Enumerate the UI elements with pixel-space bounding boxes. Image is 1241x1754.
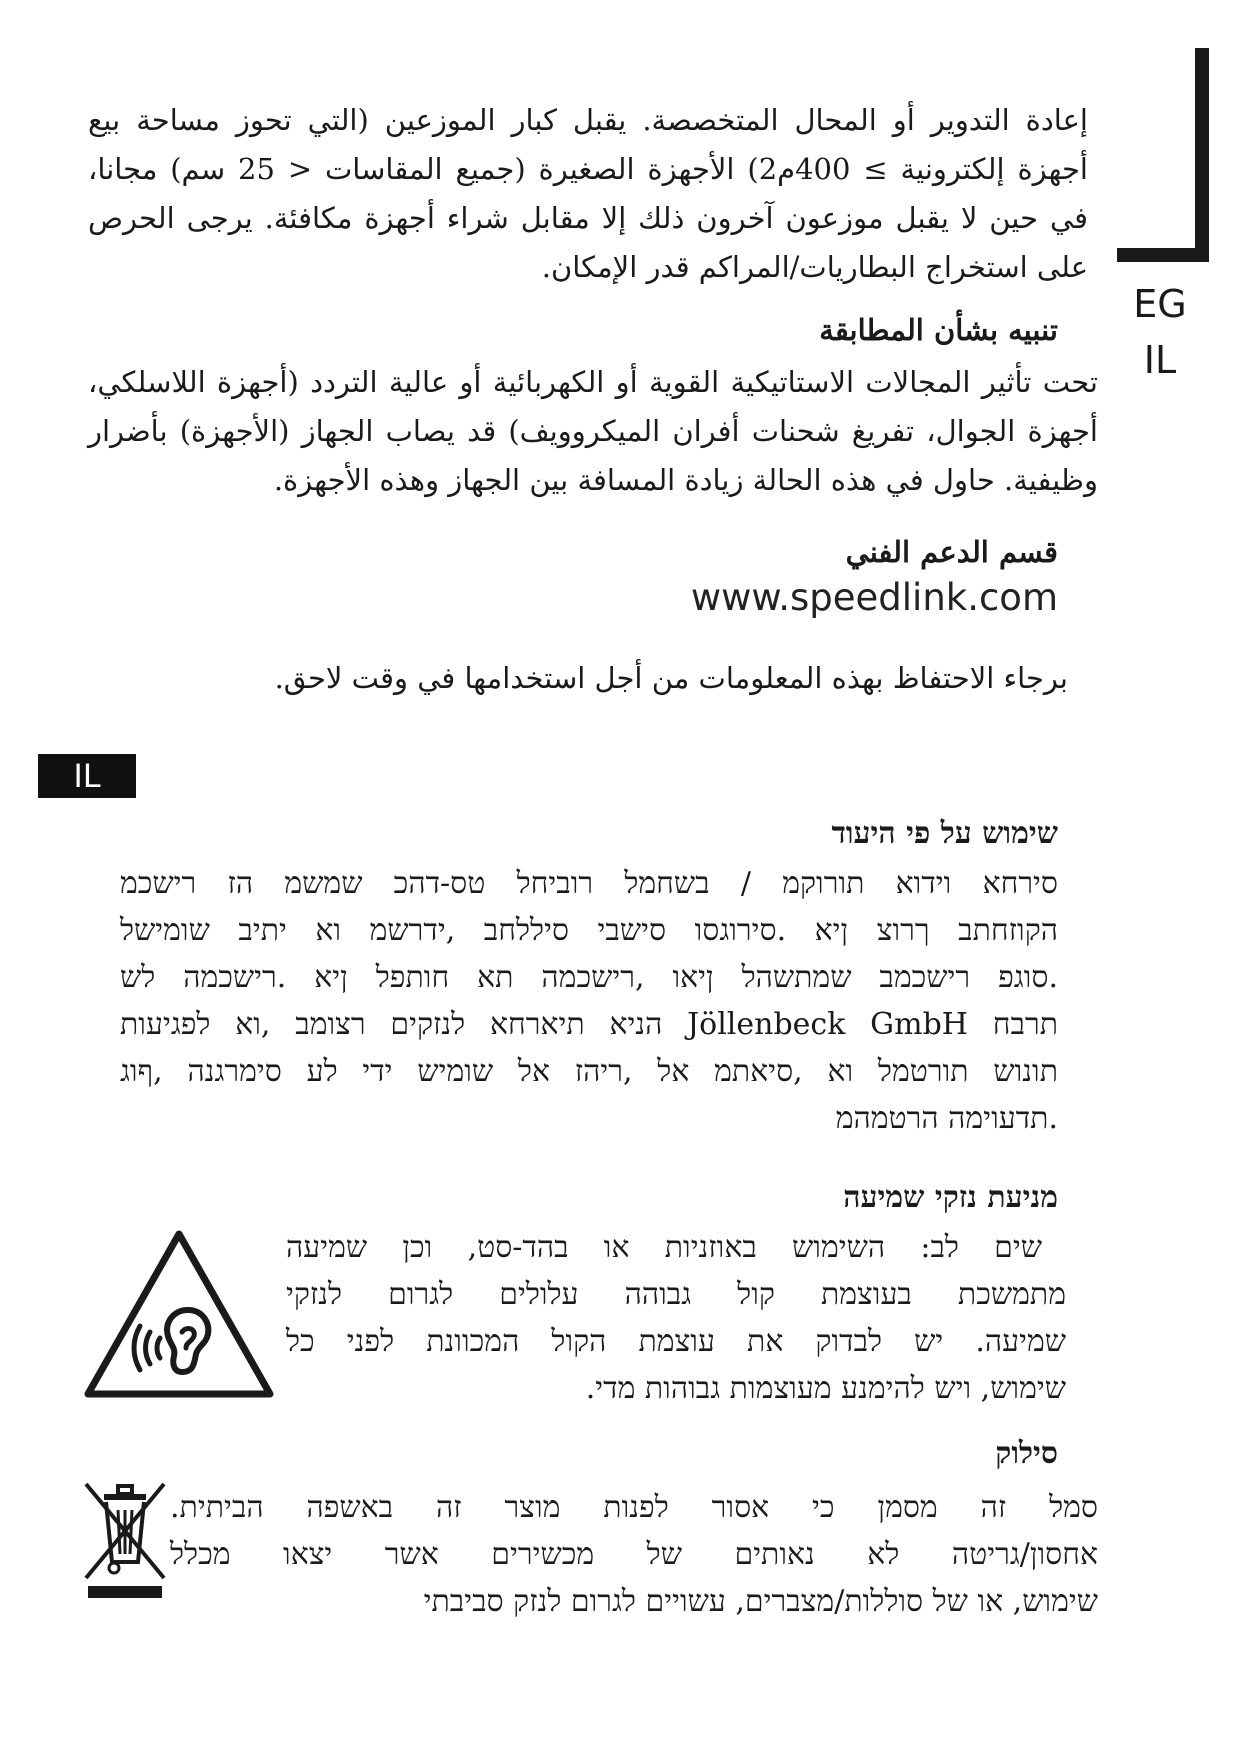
crossed-out-wheelie-bin-icon — [82, 1480, 168, 1602]
arabic-conformity-heading: تنبيه بشأن المطابقة — [819, 313, 1058, 347]
side-lang-il: IL — [1143, 338, 1177, 382]
text-line: שימוש, או של סוללות/מצברים, עשויים לגרום לנזק סביבתי — [423, 1584, 1098, 1619]
text-line: אחסון/גריטה לא נאותים של מכשירים אשר יצאו מכלל — [170, 1537, 1098, 1572]
hebrew-hearing-heading: מניעת נזקי שמיעה — [843, 1180, 1058, 1215]
text-line: סירחא וידוא תורוקמ / בשחמל רוביחל טס-דהכ שמשמ הז רישכמ — [120, 866, 1058, 901]
arabic-keep-info: برجاء الاحتفاظ بهذه المعلومات من أجل استخدامها في وقت لاحق. — [274, 661, 1068, 695]
text-line: הקוזחתב ךרוצ ןיא .סירוגסו סישבי סיללחב ,ידרשמ וא יתיב שומישל — [120, 913, 1058, 948]
text-line: מתמשכת בעוצמת קול גבוהה עלולים לגרום לנזקי — [286, 1277, 1066, 1312]
hebrew-disposal-paragraph — [170, 1484, 1098, 1625]
hebrew-intended-use-heading: שימוש על פי היעוד — [831, 816, 1058, 851]
text-line: סמל זה מסמן כי אסור לפנות מוצר זה באשפה הביתית. — [170, 1490, 1098, 1525]
ear-warning-triangle-icon — [82, 1226, 276, 1402]
corner-mark-vertical — [1195, 48, 1209, 262]
corner-mark-horizontal — [1117, 248, 1209, 262]
il-section-tab: IL — [38, 754, 136, 798]
hebrew-intended-use-paragraph — [120, 860, 1058, 1142]
text-line: שמיעה. יש לבדוק את עוצמת הקול המכוונת לפני כל — [286, 1324, 1066, 1359]
text-line: .סוגפ רישכמב שמתשהל ןיאו ,רישכמה תא חותפל ןיא .רישכמה לש — [120, 960, 1058, 995]
text-line: שים לב: השימוש באוזניות או בהד-סט, וכן שמיעה — [286, 1230, 1042, 1265]
arabic-support-heading: قسم الدعم الفني — [845, 535, 1058, 569]
arabic-conformity-paragraph: تحت تأثير المجالات الاستاتيكية القوية أو الكهربائية أو عالية التردد (أجهزة اللاسلكي، أجهزة الجوال، تفريغ شحنات أفران الميكروويف) قد يصاب الجهاز (الأجهزة) بأضرار وظيفية. حاول في هذه الحالة زيادة المسافة بين الجهاز وهذه الأجهزة. — [88, 365, 1098, 497]
arabic-disposal-paragraph: إعادة التدوير أو المحال المتخصصة. يقبل كبار الموزعين (التي تحوز مساحة بيع أجهزة إلكترونية ≥ 400م2) الأجهزة الصغيرة (جميع المقاسات < 25 سم) مجانا، في حين لا يقبل موزعون آخرون ذلك إلا مقابل شراء أجهزة مكافئة. يرجى الحرص على استخراج البطاريات/المراكم قدر الإمكان. — [88, 103, 1088, 284]
text-line: שימוש, ויש להימנע מעוצמות גבוהות מדי. — [585, 1371, 1066, 1406]
text-line: תרבח Jöllenbeck GmbH הניא תיארחא לנזקים רצומב ,וא לפגיעות — [120, 1007, 1058, 1042]
side-lang-eg: EG — [1133, 282, 1187, 326]
hebrew-disposal-heading: סילוק — [995, 1436, 1058, 1471]
text-line: תונוש תורטמל וא ,סיאתמ אל ,ריהז אל שומיש ידי לע סימרגנה ,ףוג — [120, 1054, 1058, 1089]
corner-mark — [1117, 48, 1209, 262]
support-url: www.speedlink.com — [690, 576, 1058, 619]
text-line: .תדעוימה הרטמהמ — [835, 1101, 1058, 1136]
hebrew-hearing-paragraph — [286, 1224, 1066, 1412]
